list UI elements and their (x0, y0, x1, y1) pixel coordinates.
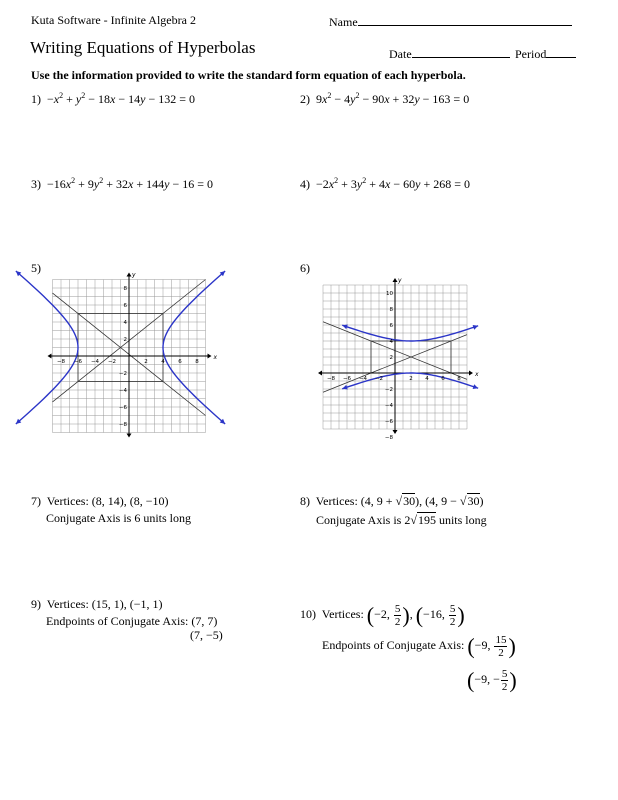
x-tick-label: −8 (56, 359, 66, 365)
y-tick-label: 10 (386, 291, 393, 297)
y-tick-label: −8 (384, 435, 393, 441)
y-tick-label: 6 (123, 303, 127, 309)
endpoints-label: Endpoints of Conjugate Axis: (46, 614, 189, 628)
x-tick-label: 6 (178, 359, 182, 365)
axes (318, 278, 473, 434)
y-axis-arrow (127, 273, 132, 277)
problem-number: 3) (31, 177, 41, 191)
problem-10: 10) Vertices: (−2, $\frac{5}{2}$ ), (−16, $\frac{5}{2}$ ) (300, 602, 465, 628)
y-tick-label: 4 (389, 339, 393, 345)
x-tick-label: 2 (144, 359, 148, 365)
endpoint-second: (7, −5) (190, 628, 223, 642)
y-tick-label: −8 (118, 422, 127, 428)
y-tick-label: −6 (384, 419, 393, 425)
x-tick-label: −6 (342, 376, 352, 382)
y-tick-label: 8 (389, 307, 393, 313)
x-tick-label: −8 (326, 376, 336, 382)
conj-label: Conjugate Axis is (316, 513, 402, 527)
x-tick-label: 4 (425, 376, 429, 382)
y-axis-arrow (393, 278, 398, 282)
problem-3: $3) -16x^2 + 9y^2 + 32x + 144y - 16 = 0$ (31, 176, 213, 191)
endpoints-text: Endpoints of Conjugate Axis: (7, 7) (46, 614, 218, 628)
problem-5-number: 5) (31, 261, 41, 275)
conj-value: 195 (417, 513, 436, 527)
problem-number: 8) (300, 494, 310, 508)
x-axis-arrow (469, 371, 473, 376)
vertices-label: Vertices: (46, 597, 89, 611)
vertices-label: Vertices: (321, 607, 364, 621)
problem-number: 7) (31, 494, 41, 508)
x-tick-label: 2 (409, 376, 413, 382)
x-axis-label: x (475, 371, 479, 378)
y-tick-label: 6 (389, 323, 393, 329)
problem-7: 7) Vertices: (8, 14), (8, −10) (31, 494, 169, 508)
endpoints-label: Endpoints of Conjugate Axis: (322, 638, 465, 652)
problem-number: 9) (31, 597, 41, 611)
name-field[interactable] (329, 13, 572, 30)
conj-unit: units long (438, 513, 487, 527)
date-label: Date (389, 47, 412, 61)
y-tick-label: −6 (118, 405, 127, 411)
x-tick-label: −2 (107, 359, 117, 365)
y-tick-label: −4 (118, 388, 127, 394)
y-tick-label: −4 (384, 403, 393, 409)
x-tick-label: −2 (374, 376, 384, 382)
y-tick-label: 8 (123, 286, 127, 292)
problem-6-number: 6) (300, 261, 310, 275)
x-axis-arrow (318, 371, 322, 376)
y-axis-label: y (398, 277, 402, 284)
x-tick-label: −4 (358, 376, 368, 382)
axes (48, 273, 212, 438)
vertices-label: Vertices: (46, 494, 89, 508)
problem-number: 10) (300, 607, 316, 621)
y-tick-label: −2 (384, 387, 393, 393)
graph-6 (313, 268, 483, 441)
y-tick-label: 2 (389, 355, 393, 361)
problem-4: $4) -2x^2 + 3y^2 + 4x - 60y + 268 = 0$ (300, 176, 470, 191)
conjugate-axis-text: Conjugate Axis is 2√195 units long (316, 513, 487, 527)
x-axis-arrow (48, 354, 52, 359)
curve-arrow (473, 384, 479, 389)
y-tick-label: −2 (118, 371, 127, 377)
date-field[interactable] (389, 45, 510, 62)
conjugate-axis-text: Conjugate Axis is 6 units long (46, 511, 192, 525)
page-title: Writing Equations of Hyperbolas (30, 38, 256, 57)
vertices-label: Vertices: (315, 494, 358, 508)
y-tick-label: 4 (123, 320, 127, 326)
x-axis-arrow (208, 354, 212, 359)
x-tick-label: 8 (195, 359, 199, 365)
y-axis-arrow (393, 430, 398, 434)
instructions: Use the information provided to write the standard form equation of each hyperbola. (31, 68, 466, 82)
problem-8: 8) Vertices: (4, 9 + √30), (4, 9 − √30) (300, 494, 484, 508)
x-tick-label: −4 (90, 359, 100, 365)
problem-2: 2) $9x^2 - 4y^2 - 90x + 32y - 163 = 0$ (300, 91, 470, 106)
x-tick-label: −6 (73, 359, 83, 365)
problem-1: $1) -x^2 + y^2 - 18x - 14y - 132 = 0$ (31, 91, 195, 106)
x-tick-label: 4 (161, 359, 165, 365)
problem-9: 9) Vertices: (15, 1), (−1, 1) (31, 597, 163, 611)
y-axis-label: y (132, 271, 136, 279)
endpoints-text: Endpoints of Conjugate Axis: (−9, $\frac{15}{2}$ ) (322, 633, 516, 659)
endpoint-second: (−9, − $\frac{5}{2}$ ) (467, 667, 517, 693)
name-label: Name (329, 15, 358, 29)
problem-number: 1) (31, 92, 41, 106)
x-tick-label: 6 (441, 376, 445, 382)
x-tick-label: 8 (457, 376, 461, 382)
period-field[interactable] (515, 45, 576, 62)
publisher-label: Kuta Software - Infinite Algebra 2 (31, 13, 196, 27)
graph-5 (44, 268, 218, 434)
period-label: Period (515, 47, 547, 61)
y-axis-arrow (127, 434, 132, 438)
y-tick-label: 2 (123, 337, 127, 343)
problem-number: 2) (300, 92, 310, 106)
x-axis-label: x (213, 354, 218, 361)
tick-labels (57, 272, 218, 429)
curve-arrow (473, 325, 479, 330)
problem-number: 4) (300, 177, 310, 191)
